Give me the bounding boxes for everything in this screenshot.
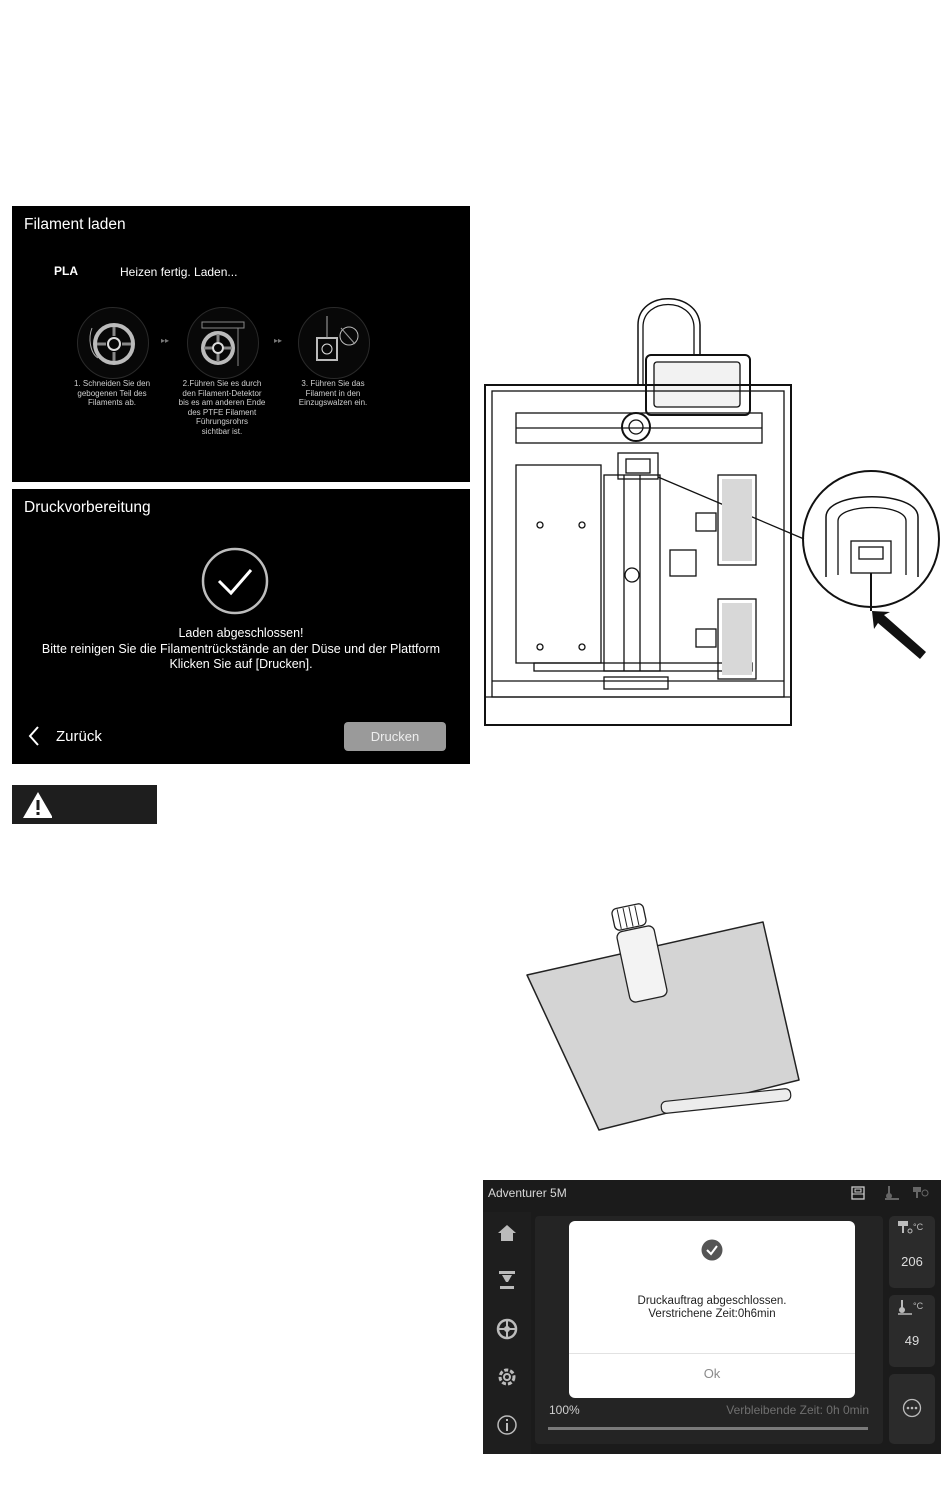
step-3-illustration: [298, 307, 370, 379]
ok-button[interactable]: Ok: [703, 1366, 721, 1381]
sidebar-item-home[interactable]: [483, 1215, 531, 1251]
spool-icon: [78, 308, 148, 378]
remaining-time: Verbleibende Zeit: 0h 0min: [726, 1403, 869, 1417]
vent-grille: [722, 479, 752, 675]
more-options-icon: [902, 1398, 922, 1418]
checkmark-icon: [201, 547, 269, 620]
progress-track: [548, 1427, 868, 1430]
step-3-caption: 3. Führen Sie das Filament in den Einzugswalzen ein.: [298, 379, 368, 407]
printer-screen: [483, 1180, 941, 1454]
bed-temp-unit: °C: [913, 1301, 924, 1311]
bed-temp-panel[interactable]: [889, 1295, 935, 1367]
sidebar-item-filament[interactable]: [483, 1311, 531, 1347]
more-options-panel[interactable]: [889, 1374, 935, 1444]
sidebar-item-info[interactable]: [483, 1407, 531, 1443]
gear-icon: [496, 1366, 518, 1388]
warning-badge: [12, 785, 157, 824]
nozzle-temp-unit: °C: [913, 1222, 924, 1232]
sidebar-item-print[interactable]: [483, 1263, 531, 1299]
extruder-icon: [299, 308, 369, 378]
filament-spool-icon: [496, 1318, 518, 1340]
back-button-label: Zurück: [56, 727, 102, 745]
step-1-illustration: [77, 307, 149, 379]
arrow-right-icon: ▸▸: [274, 336, 283, 345]
print-prep-panel: [12, 489, 470, 764]
prep-panel-title: Druckvorbereitung: [24, 499, 151, 516]
dialog-message: [569, 1295, 855, 1321]
back-button[interactable]: [26, 724, 102, 748]
sidebar-item-settings[interactable]: [483, 1359, 531, 1395]
printer-illustration: [478, 285, 940, 745]
progress-percent: 100%: [549, 1403, 580, 1417]
progress-fill: [548, 1427, 868, 1430]
print-job-icon: [497, 1270, 517, 1292]
step-2-illustration: [187, 307, 259, 379]
printer-status-icon: [850, 1185, 866, 1201]
warning-icon: [12, 785, 52, 824]
step-2-caption: 2.Führen Sie es durch den Filament-Detektor bis es am anderen Ende des PTFE Filament Führungsrohrs sichtbar ist.: [178, 379, 266, 436]
filament-load-panel: [12, 206, 470, 482]
filament-panel-title: Filament laden: [24, 216, 126, 233]
material-label: PLA: [54, 264, 78, 278]
bed-temp-icon: [897, 1299, 913, 1315]
sidebar: [483, 1212, 531, 1454]
dialog-message-line-2: Verstrichene Zeit:0h6min: [648, 1308, 776, 1320]
arrow-right-icon: ▸▸: [161, 336, 170, 345]
bed-heat-status-icon: [883, 1184, 903, 1202]
nozzle-heat-status-icon: [911, 1184, 931, 1202]
info-icon: [496, 1414, 518, 1436]
dialog-message-line-1: Druckauftrag abgeschlossen.: [637, 1295, 787, 1307]
nozzle-temp-value: 206: [901, 1254, 923, 1269]
load-status-text: Heizen fertig. Laden...: [120, 265, 238, 279]
nozzle-temp-icon: [897, 1220, 913, 1236]
prep-message: [12, 626, 470, 673]
prep-message-line-3: Klicken Sie auf [Drucken].: [169, 657, 313, 671]
home-icon: [497, 1224, 517, 1242]
prep-message-line-2: Bitte reinigen Sie die Filamentrückstände an der Düse und der Plattform: [41, 641, 441, 656]
printer-title: Adventurer 5M: [488, 1186, 567, 1200]
print-button[interactable]: Drucken: [344, 722, 446, 751]
bed-temp-value: 49: [904, 1333, 920, 1348]
step-1-caption: 1. Schneiden Sie den gebogenen Teil des Filaments ab.: [73, 379, 151, 407]
spool-detector-icon: [188, 308, 258, 378]
prep-message-line-1: Laden abgeschlossen!: [178, 626, 304, 640]
build-plate-illustration: [515, 900, 805, 1140]
completion-dialog: [569, 1221, 855, 1398]
chevron-left-icon: [26, 725, 42, 747]
check-circle-icon: [701, 1239, 723, 1261]
nozzle-temp-panel[interactable]: [889, 1216, 935, 1288]
